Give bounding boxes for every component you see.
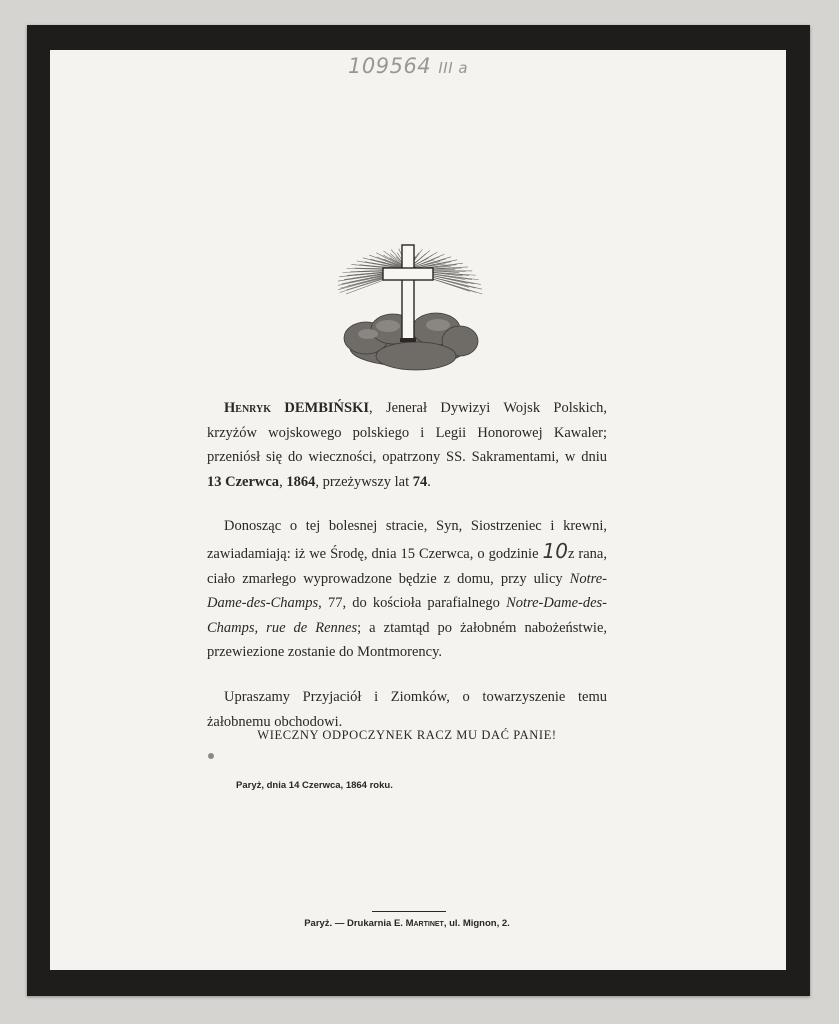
date-line: Paryż, dnia 14 Czerwca, 1864 roku. [236, 780, 393, 791]
archive-number-digits: 109564 [348, 54, 432, 78]
printer-name: Martinet [405, 918, 444, 929]
text-fragment: , 77, do kościoła parafialnego [318, 595, 507, 612]
printer-prefix: Paryż. — Drukarnia E. [304, 918, 406, 929]
announcement-text [207, 396, 607, 734]
paragraph-invitation: Upraszamy Przyjaciół i Ziomków, o towarzyszenie temu żałobnemu obchodowi. [207, 688, 607, 730]
printer-suffix: , ul. Mignon, 2. [443, 918, 510, 929]
paragraph-death-notice [207, 396, 607, 494]
printer-imprint [207, 918, 607, 929]
death-year: 1864 [286, 473, 316, 490]
text-fragment: , przeżywszy lat [315, 473, 413, 490]
street-name: Notre-Dame-des-Champs [207, 570, 607, 612]
text-fragment: Donosząc o tej bolesnej stracie, Syn, Siostrzeniec i krewni, zawiadamiają: iż we Środę, dnia 15 Czerwca, o godzinie [207, 518, 607, 562]
pin-hole-dot [208, 753, 214, 759]
archive-number-suffix: III a [438, 59, 469, 77]
paragraph-funeral-details [207, 514, 607, 665]
closing-prayer: WIECZNY ODPOCZYNEK RACZ MU DAĆ PANIE! [257, 728, 557, 742]
deceased-first-name: Henryk [224, 400, 272, 416]
death-date: 13 Czerwca [207, 473, 280, 490]
archive-number [348, 54, 468, 78]
cross-with-rays-and-clouds-icon [338, 230, 484, 375]
divider [372, 911, 446, 912]
text-fragment: , [279, 473, 287, 490]
text-fragment: . [427, 473, 431, 490]
handwritten-hour: 10 [542, 538, 568, 563]
text-fragment: , Jenerał Dywizyi Wojsk Polskich, krzyżów wojskowego polskiego i Legii Honorowej Kawaler; przeniósł się do wieczności, opatrzony SS. Sakramentami, w dniu [207, 400, 607, 466]
deceased-last-name: DEMBIŃSKI [284, 400, 369, 416]
text-fragment: ; a ztamtąd po żałobném nabożeństwie, przewiezione zostanie do Montmorency. [207, 619, 608, 661]
age: 74 [412, 473, 428, 490]
text-fragment: z rana, ciało zmarłego wyprowadzone będzie z domu, przy ulicy [207, 545, 607, 587]
church-name: Notre-Dame-des-Champs, rue de Rennes [207, 595, 607, 636]
